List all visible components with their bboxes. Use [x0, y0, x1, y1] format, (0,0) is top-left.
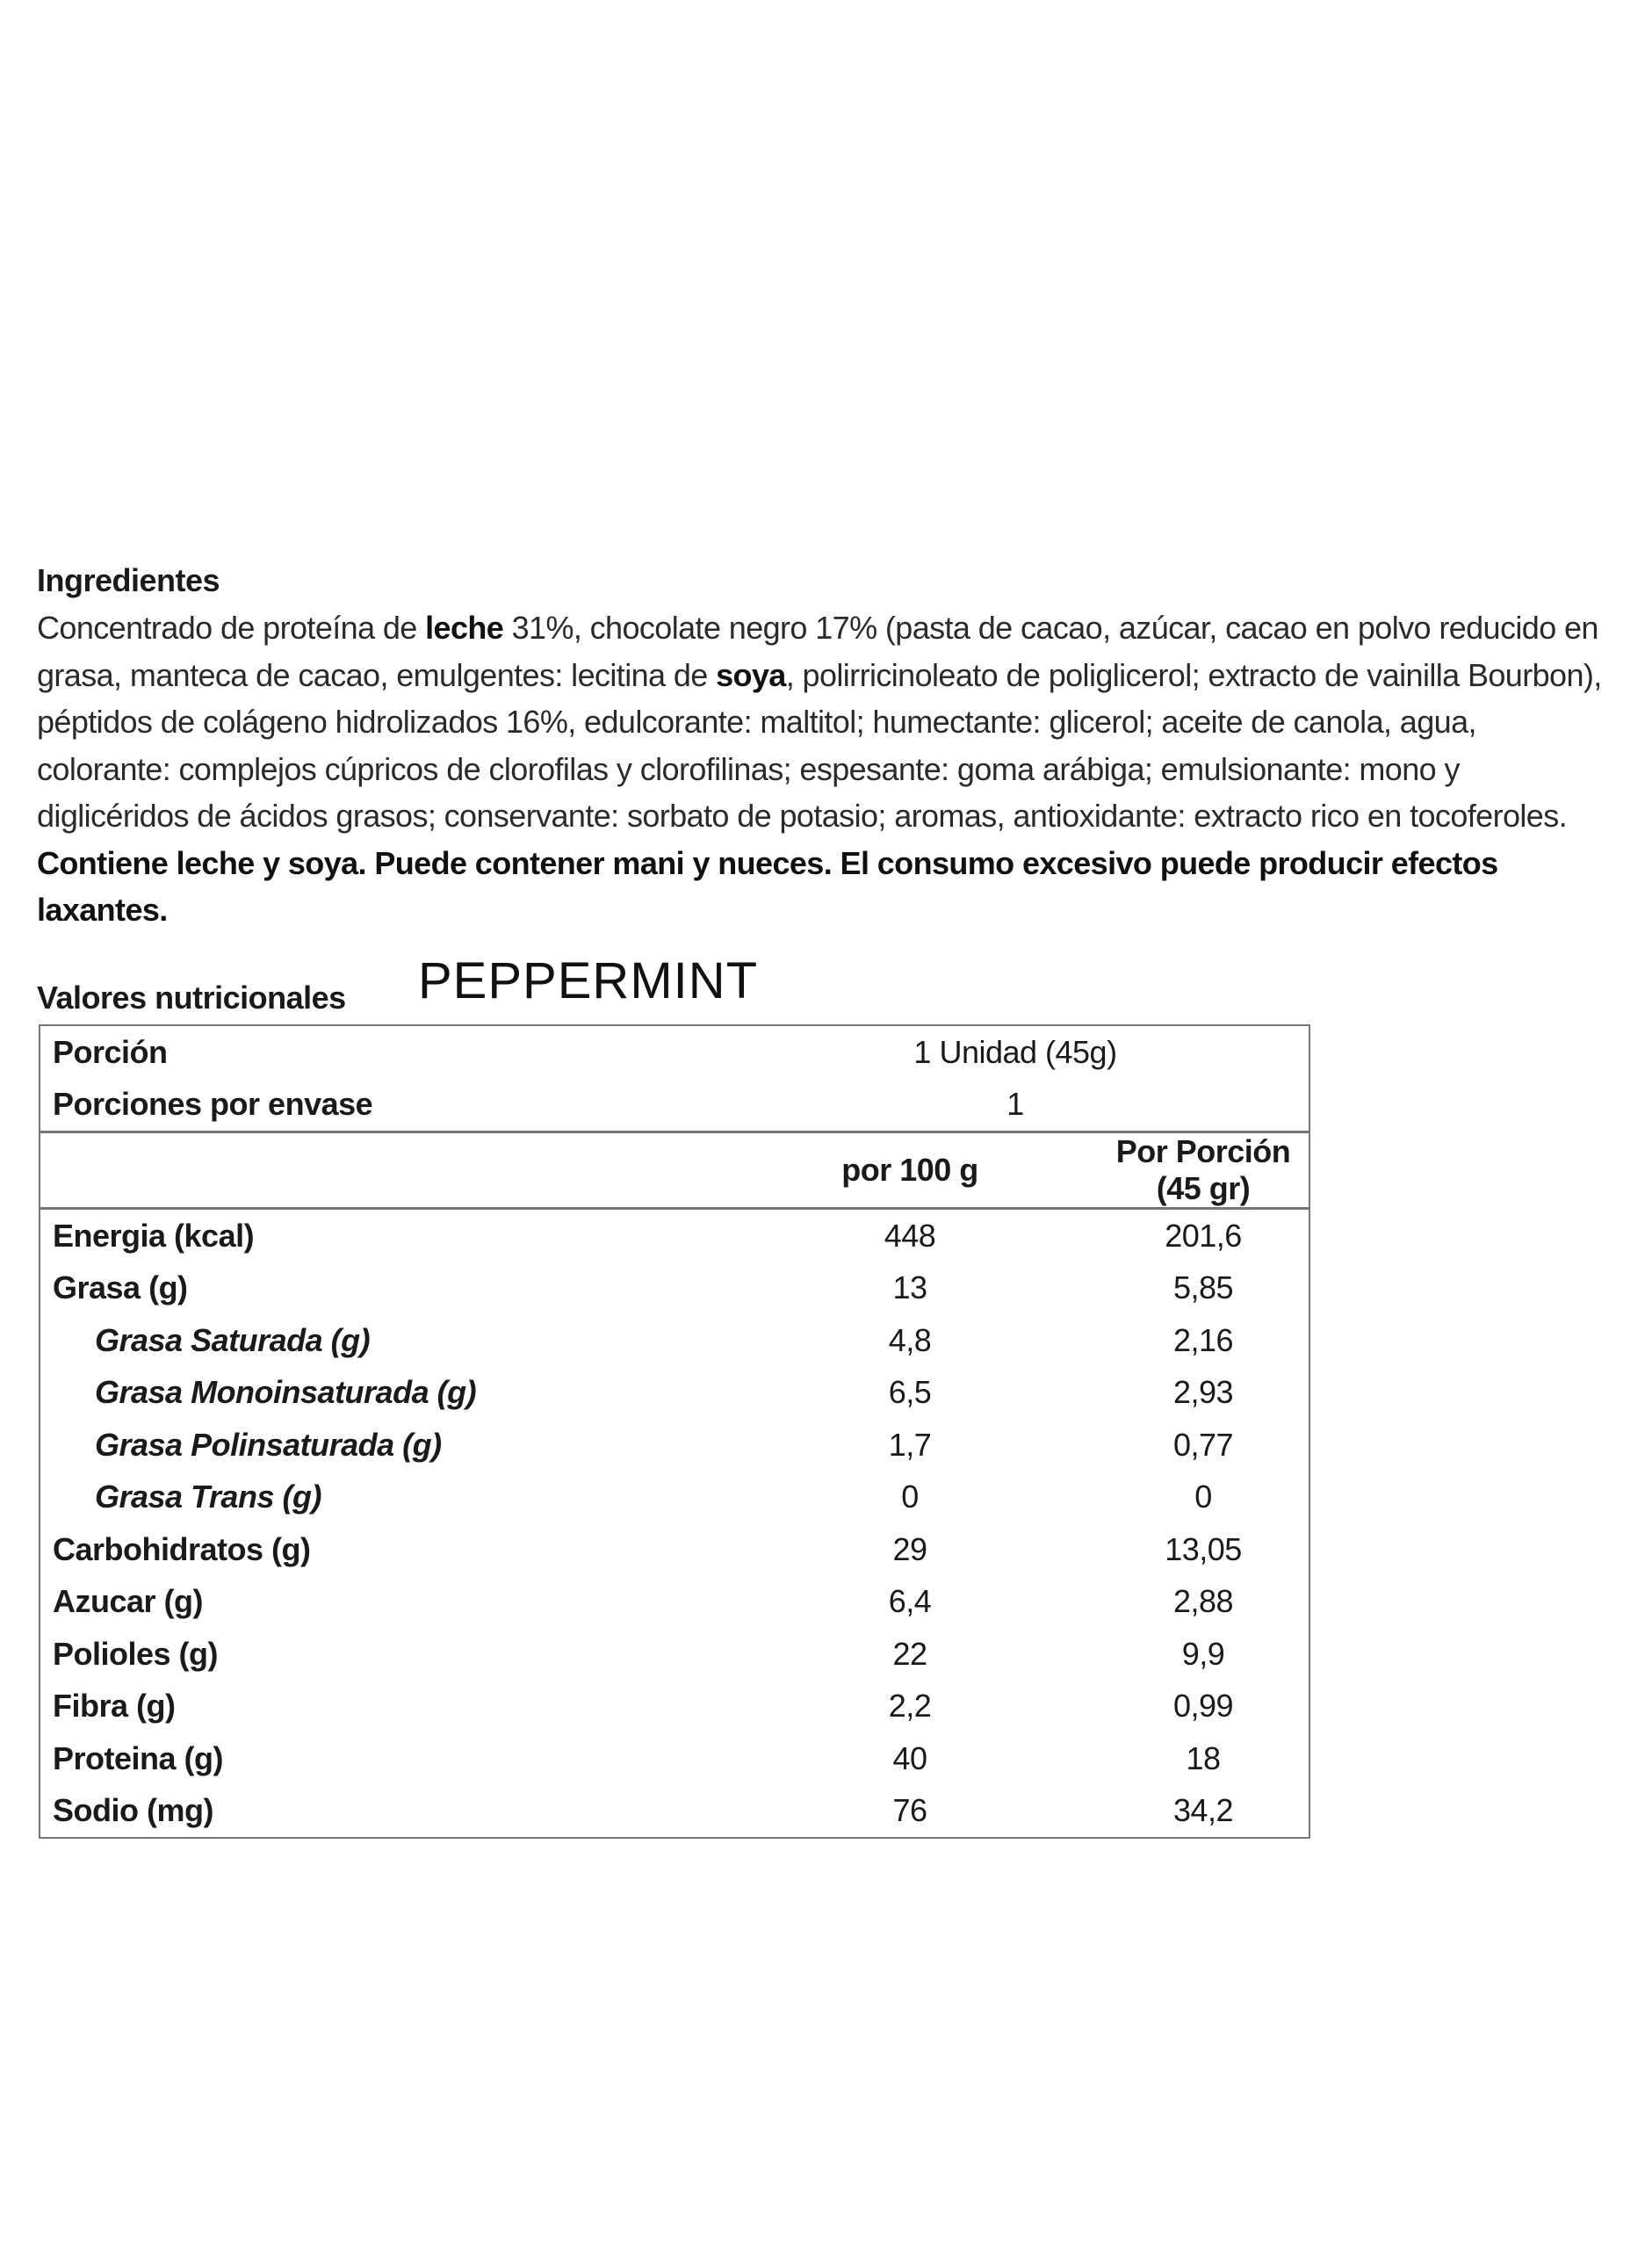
nutrient-label: Grasa Polinsaturada (g)	[95, 1426, 442, 1463]
nutrient-row	[40, 1628, 1309, 1681]
nutrient-perserving: 2,93	[1172, 1374, 1234, 1411]
nutrient-per100: 29	[892, 1530, 927, 1567]
nutrient-row	[40, 1472, 1309, 1524]
nutrient-label: Energia (kcal)	[40, 1209, 722, 1262]
nutrition-title: Valores nutricionales	[37, 980, 346, 1016]
nutrient-per100: 1,7	[888, 1426, 932, 1463]
nutrient-perserving: 13,05	[1165, 1530, 1242, 1567]
ingredients-title: Ingredientes	[37, 562, 220, 598]
nutrient-label: Azucar (g)	[53, 1583, 204, 1620]
nutrient-row	[40, 1785, 1309, 1839]
nutrient-label: Fibra (g)	[53, 1688, 176, 1725]
ingredients-bold-segment: soya	[716, 656, 786, 693]
nutrient-per100: 0	[901, 1479, 919, 1515]
nutrient-label: Grasa (g)	[53, 1269, 188, 1306]
nutrient-label: Grasa Monoinsaturada (g)	[95, 1374, 477, 1411]
nutrient-perserving: 9,9	[1181, 1635, 1225, 1672]
servings-value: 1	[1006, 1086, 1024, 1123]
serving-label: Porción	[53, 1033, 168, 1070]
nutrient-per100: 6,5	[888, 1374, 932, 1411]
ingredients-bold-segment: Contiene leche y soya. Puede contener mani y nueces. El consumo excesivo puede producir efectos laxantes.	[37, 844, 1498, 928]
nutrient-row	[40, 1209, 1309, 1262]
nutrient-perserving: 18	[1186, 1739, 1221, 1776]
nutrient-row	[40, 1314, 1309, 1367]
nutrient-perserving: 2,88	[1172, 1583, 1234, 1620]
header-blank	[40, 1132, 722, 1209]
nutrition-table	[39, 1024, 1310, 1839]
nutrient-perserving: 0,99	[1172, 1688, 1234, 1725]
nutrient-per100: 76	[892, 1792, 927, 1829]
serving-row	[40, 1025, 1309, 1079]
nutrient-perserving: 2,16	[1172, 1321, 1234, 1358]
ingredients-bold-segment: leche	[425, 610, 504, 646]
nutrient-row	[40, 1576, 1309, 1629]
nutrient-perserving: 201,6	[1098, 1209, 1309, 1262]
nutrient-perserving: 0,77	[1172, 1426, 1234, 1463]
ingredients-segment: , polirricinoleato de poliglicerol; extracto de vainilla Bourbon), péptidos de colágeno hidrolizados 16%, edulcorante: maltitol; humectante: glicerol; aceite de canola, agua, colorante: complejos cúpricos de clorofilas y clorofilinas; espesante: goma arábiga; emulsionante: mono y diglicéridos de ácidos grasos; conservante: sorbato de potasio; aromas, antioxidante: extracto rico en tocoferoles.	[37, 656, 1602, 834]
nutrient-label: Carbohidratos (g)	[53, 1530, 311, 1567]
flavor-name: PEPPERMINT	[418, 952, 759, 1009]
nutrient-label: Sodio (mg)	[53, 1792, 213, 1829]
servings-label: Porciones por envase	[53, 1086, 373, 1123]
nutrient-perserving: 0	[1194, 1479, 1212, 1515]
ingredients-segment: 31%, chocolate negro 17% (pasta de cacao, azúcar, cacao en polvo reducido en grasa, manteca de cacao, emulgentes: lecitina de	[37, 610, 1598, 693]
servings-row	[40, 1079, 1309, 1132]
nutrient-row	[40, 1732, 1309, 1785]
header-perserving: Por Porción (45 gr)	[1098, 1132, 1309, 1209]
column-header-row	[40, 1132, 1309, 1209]
nutrient-per100: 4,8	[888, 1321, 932, 1358]
nutrient-per100: 22	[892, 1635, 927, 1672]
nutrient-per100: 448	[722, 1209, 1098, 1262]
nutrient-row	[40, 1681, 1309, 1733]
nutrient-label: Proteina (g)	[53, 1739, 224, 1776]
nutrient-perserving: 34,2	[1172, 1792, 1234, 1829]
ingredients-text	[37, 604, 1618, 934]
nutrient-per100: 13	[892, 1269, 927, 1306]
nutrient-per100: 40	[892, 1739, 927, 1776]
nutrient-per100: 6,4	[888, 1583, 932, 1620]
nutrient-row	[40, 1367, 1309, 1420]
serving-value: 1 Unidad (45g)	[913, 1033, 1117, 1070]
ingredients-section	[37, 557, 1618, 934]
nutrient-perserving: 5,85	[1172, 1269, 1234, 1306]
nutrient-row	[40, 1523, 1309, 1576]
nutrient-label: Polioles (g)	[53, 1635, 219, 1672]
nutrient-label: Grasa Trans (g)	[95, 1479, 321, 1515]
nutrient-per100: 2,2	[888, 1688, 932, 1725]
ingredients-segment: Concentrado de proteína de	[37, 610, 426, 646]
nutrient-row	[40, 1419, 1309, 1472]
header-per100: por 100 g	[722, 1132, 1098, 1209]
nutrient-row	[40, 1262, 1309, 1315]
nutrient-label: Grasa Saturada (g)	[95, 1321, 371, 1358]
